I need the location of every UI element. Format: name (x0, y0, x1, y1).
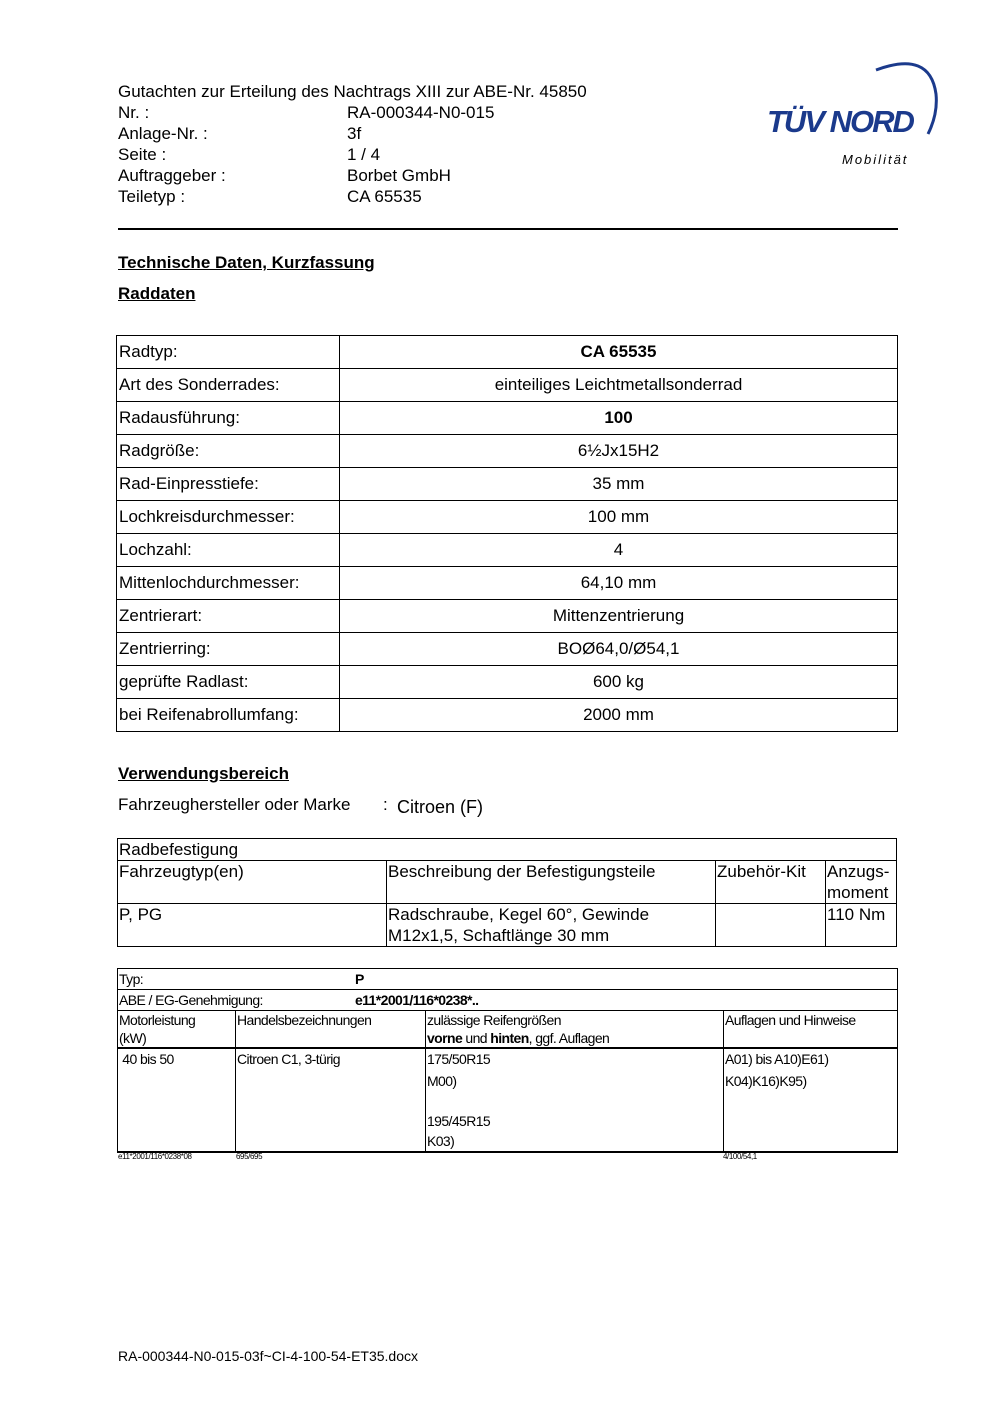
cell-reifen (426, 1048, 724, 1152)
row-label: Radtyp: (117, 336, 340, 369)
col-header-motor (118, 1011, 236, 1049)
col-header: Auflagen und Hinweise (724, 1011, 898, 1049)
row-label: Radgröße: (117, 435, 340, 468)
logo-brand: TÜV NORD (767, 104, 913, 139)
header-label: Teiletyp : (118, 187, 186, 206)
fahrzeug-colon: : (383, 795, 388, 814)
col-header: vorne (427, 1030, 463, 1046)
beschreibung-line: M12x1,5, Schaftlänge 30 mm (388, 926, 610, 945)
table-row (118, 904, 897, 947)
row-value: 64,10 mm (340, 567, 898, 600)
cell-auflagen (724, 1048, 898, 1152)
row-label: Zentrierring: (117, 633, 340, 666)
table-row (118, 861, 897, 904)
header-divider (118, 228, 898, 230)
table-row (117, 336, 898, 369)
table-row (118, 969, 898, 990)
table-row (117, 600, 898, 633)
table-row (117, 468, 898, 501)
row-label: Mittenlochdurchmesser: (117, 567, 340, 600)
header-value: 1 / 4 (347, 145, 381, 164)
header-label: Nr. : (118, 103, 150, 122)
befestigung-title: Radbefestigung (118, 839, 897, 861)
table-row (117, 699, 898, 732)
col-header: , ggf. Auflagen (528, 1030, 610, 1046)
small-code-2: 695/695 (236, 1152, 263, 1161)
col-header: hinten (490, 1030, 529, 1046)
row-label: Lochzahl: (117, 534, 340, 567)
header-title: Gutachten zur Erteilung des Nachtrags XIII zur ABE-Nr. 45850 (118, 82, 587, 101)
cell-kit (716, 904, 826, 947)
typ-label: Typ: (119, 971, 144, 987)
header-row-nr (118, 102, 495, 123)
tyre-code: K03) (427, 1133, 455, 1149)
abe-row (118, 990, 898, 1011)
section-raddaten: Raddaten (118, 284, 196, 303)
col-header: und (462, 1030, 491, 1046)
fahrzeug-label: Fahrzeughersteller oder Marke (118, 795, 351, 814)
row-value: 2000 mm (340, 699, 898, 732)
table-row (117, 666, 898, 699)
header-value: 3f (347, 124, 362, 143)
cell-beschreibung (387, 904, 716, 947)
tyre-size: 175/50R15 (427, 1051, 491, 1067)
table-row (117, 501, 898, 534)
row-value: 6½Jx15H2 (340, 435, 898, 468)
row-value: 4 (340, 534, 898, 567)
row-label: Zentrierart: (117, 600, 340, 633)
fahrzeug-value: Citroen (F) (397, 797, 484, 817)
row-label: bei Reifenabrollumfang: (117, 699, 340, 732)
row-label: Radausführung: (117, 402, 340, 435)
row-label: geprüfte Radlast: (117, 666, 340, 699)
col-header: (kW) (119, 1030, 147, 1046)
cell-moment: 110 Nm (826, 904, 897, 947)
header-value: RA-000344-N0-015 (347, 103, 495, 122)
row-label: Lochkreisdurchmesser: (117, 501, 340, 534)
row-value: einteiliges Leichtmetallsonderrad (340, 369, 898, 402)
col-header: Motorleistung (119, 1012, 196, 1028)
logo-sub: Mobilität (842, 152, 909, 167)
header-label: Seite : (118, 145, 167, 164)
table-row (118, 839, 897, 861)
col-header-moment (826, 861, 897, 904)
abe-label: ABE / EG-Genehmigung: (119, 992, 263, 1008)
auflagen-line: A01) bis A10)E61) (725, 1051, 829, 1067)
cell-typen: P, PG (118, 904, 387, 947)
header-value: Borbet GmbH (347, 166, 451, 185)
col-header: Zubehör-Kit (716, 861, 826, 904)
small-code-3: 4/100/54,1 (723, 1152, 757, 1161)
row-value: 600 kg (340, 666, 898, 699)
auflagen-line: K04)K16)K95) (725, 1073, 807, 1089)
header-row-auftraggeber (118, 165, 451, 186)
beschreibung-line: Radschraube, Kegel 60°, Gewinde (388, 905, 650, 924)
col-header: zulässige Reifengrößen (427, 1012, 561, 1028)
table-row (117, 567, 898, 600)
tyre-code: M00) (427, 1073, 457, 1089)
small-code-1: e11*2001/116*0238*08 (118, 1152, 192, 1161)
raddaten-table (116, 335, 898, 732)
col-header: Beschreibung der Befestigungsteile (387, 861, 716, 904)
footer-filename: RA-000344-N0-015-03f~CI-4-100-54-ET35.docx (118, 1348, 418, 1364)
table-row (118, 1011, 898, 1049)
cell-motor: 40 bis 50 (118, 1048, 236, 1152)
table-row (117, 633, 898, 666)
header-row-teiletyp (118, 186, 422, 207)
header-label: Anlage-Nr. : (118, 124, 208, 143)
row-value: CA 65535 (340, 336, 898, 369)
row-label: Art des Sonderrades: (117, 369, 340, 402)
typ-table (117, 968, 898, 1153)
row-label: Rad-Einpresstiefe: (117, 468, 340, 501)
row-value: Mittenzentrierung (340, 600, 898, 633)
row-value: 100 mm (340, 501, 898, 534)
col-header-reifen (426, 1011, 724, 1049)
table-row (117, 369, 898, 402)
header-row-anlage (118, 123, 362, 144)
table-row (117, 534, 898, 567)
table-row (118, 1048, 898, 1152)
section-tech: Technische Daten, Kurzfassung (118, 253, 375, 272)
section-verwendung: Verwendungsbereich (118, 764, 289, 783)
befestigung-table (117, 838, 897, 947)
col-header: Handelsbezeichnungen (236, 1011, 426, 1049)
table-row (117, 402, 898, 435)
row-value: 35 mm (340, 468, 898, 501)
row-value: BOØ64,0/Ø54,1 (340, 633, 898, 666)
header-label: Auftraggeber : (118, 166, 226, 185)
col-header: moment (827, 883, 889, 902)
row-value: 100 (340, 402, 898, 435)
table-row (117, 435, 898, 468)
header-row-seite (118, 144, 381, 165)
col-header: Anzugs- (827, 862, 890, 881)
header-value: CA 65535 (347, 187, 422, 206)
tyre-size: 195/45R15 (427, 1113, 491, 1129)
col-header: Fahrzeugtyp(en) (118, 861, 387, 904)
cell-handel: Citroen C1, 3-türig (236, 1048, 426, 1152)
typ-row (118, 969, 898, 990)
abe-value: e11*2001/116*0238*.. (355, 992, 479, 1008)
table-row (118, 990, 898, 1011)
typ-value: P (355, 971, 364, 987)
